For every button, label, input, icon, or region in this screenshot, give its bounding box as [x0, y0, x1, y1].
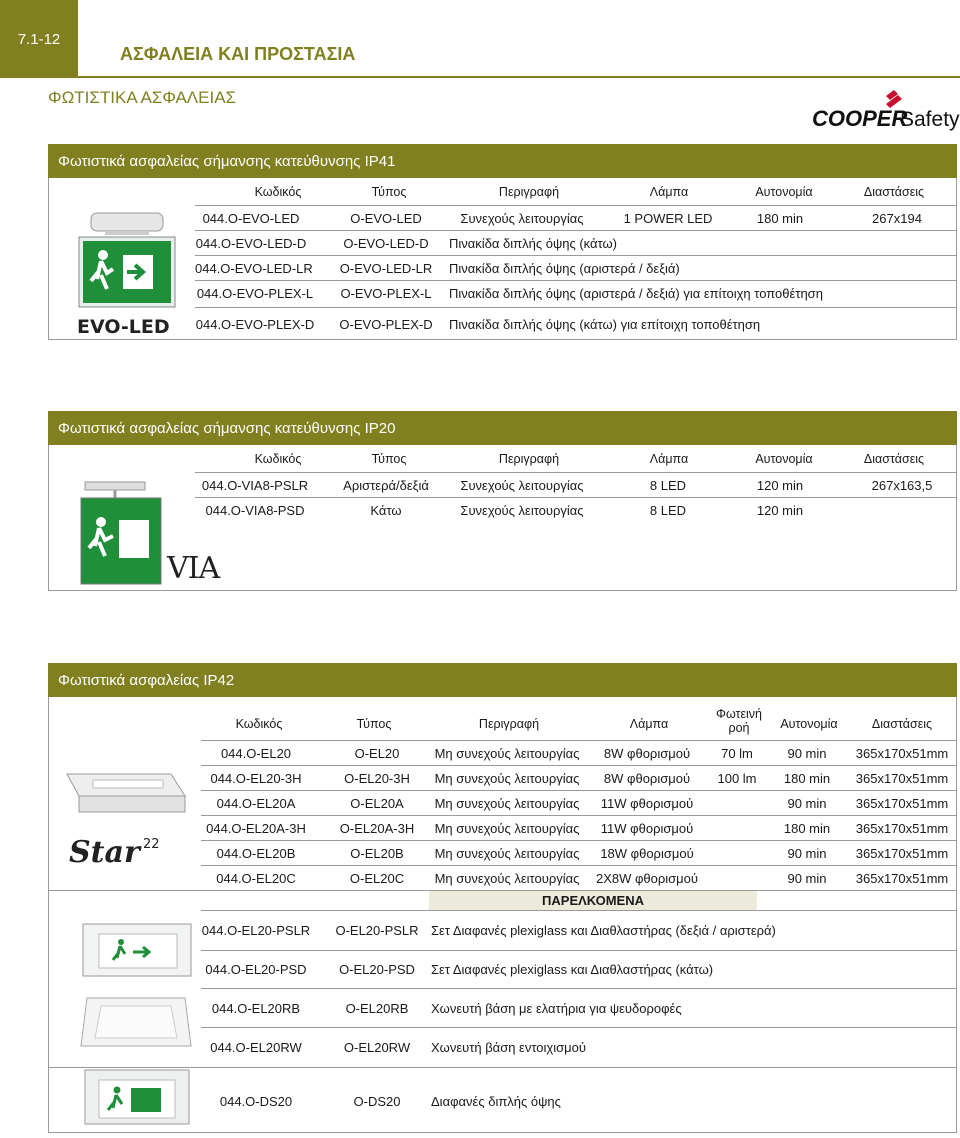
cell-desc: Πινακίδα διπλής όψης (κάτω) για επίτοιχη τοποθέτηση [449, 317, 761, 332]
col-code: Κωδικός [254, 185, 302, 199]
table-row [195, 255, 956, 280]
cell-type: O-EVO-PLEX-L [340, 286, 432, 301]
col-autonomy: Αυτονομία [755, 185, 813, 199]
cell-flux: 70 lm [721, 746, 753, 761]
product-block-ip20 [48, 411, 957, 591]
cell-desc: Συνεχούς λειτουργίας [460, 211, 584, 226]
table-row [201, 865, 956, 890]
cooper-safety-logo [812, 86, 960, 132]
col-code: Κωδικός [235, 717, 283, 731]
cell-desc: Μη συνεχούς λειτουργίας [434, 821, 580, 836]
cell-desc: Πινακίδα διπλής όψης (κάτω) [449, 236, 617, 251]
accessory-row [201, 1027, 956, 1067]
table-row [195, 307, 956, 340]
brand-name-light: Safety [900, 108, 960, 131]
star22-logo: Star [69, 835, 140, 870]
col-lamp: Λάμπα [629, 717, 669, 731]
col-autonomy: Αυτονομία [780, 717, 838, 731]
cell-type: O-EL20-3H [344, 771, 410, 786]
block-title: Φωτιστικά ασφαλείας IP42 [48, 663, 957, 697]
cell-code: 044.O-EL20B [216, 846, 296, 861]
cell-autonomy: 90 min [787, 796, 827, 811]
cell-dims: 365x170x51mm [855, 821, 949, 836]
cell-type: O-EVO-PLEX-D [339, 317, 433, 332]
cell-lamp: 8W φθορισμού [603, 746, 691, 761]
accessory-row [201, 910, 956, 950]
col-type: Τύπος [371, 185, 407, 199]
cell-type: O-EL20C [349, 871, 405, 886]
cell-code: 044.O-EL20 [220, 746, 292, 761]
cell-code: 044.O-EL20RW [210, 1040, 302, 1055]
cell-type: Αριστερά/δεξιά [343, 478, 429, 493]
table-row [201, 840, 956, 865]
cell-desc: Σετ Διαφανές plexiglass και Διαθλαστήρας (δεξιά / αριστερά) [431, 923, 776, 938]
subsection-title: ΦΩΤΙΣΤΙΚΑ ΑΣΦΑΛΕΙΑΣ [48, 88, 237, 107]
cell-lamp: 8 LED [649, 478, 687, 493]
cell-desc: Συνεχούς λειτουργίας [460, 478, 584, 493]
col-dims: Διαστάσεις [863, 185, 925, 199]
col-type: Τύπος [371, 452, 407, 466]
cell-desc: Μη συνεχούς λειτουργίας [434, 746, 580, 761]
cell-lamp: 18W φθορισμού [600, 846, 694, 861]
cell-code: 044.O-VIA8-PSD [205, 503, 305, 518]
col-desc: Περιγραφή [498, 185, 560, 199]
cell-type: O-EL20A [350, 796, 404, 811]
cell-autonomy: 90 min [787, 746, 827, 761]
cell-dims: 267x194 [872, 211, 922, 226]
cell-desc: Πινακίδα διπλής όψης (αριστερά / δεξιά) [449, 261, 680, 276]
table-row [195, 230, 956, 255]
cell-type: O-EL20 [354, 746, 400, 761]
cell-type: O-EL20RB [345, 1001, 409, 1016]
table-row [201, 815, 956, 840]
cell-code: 044.O-EL20A [216, 796, 296, 811]
accessory-row [201, 988, 956, 1027]
cell-dims: 365x170x51mm [855, 846, 949, 861]
cell-code: 044.O-EVO-LED [202, 211, 300, 226]
col-code: Κωδικός [254, 452, 302, 466]
cell-desc: Συνεχούς λειτουργίας [460, 503, 584, 518]
cell-code: 044.O-EVO-LED-LR [195, 261, 313, 276]
table-row [201, 790, 956, 815]
cell-code: 044.O-EL20-PSD [205, 962, 307, 977]
cell-code: 044.O-EVO-LED-D [195, 236, 307, 251]
cell-code: 044.O-EL20-3H [210, 771, 302, 786]
cell-lamp: 11W φθορισμού [600, 796, 694, 811]
cell-type: O-EVO-LED-LR [339, 261, 433, 276]
accessory-row [49, 1067, 956, 1133]
evo-led-product-image [71, 209, 183, 339]
col-flux: Φωτεινή ροή [715, 707, 763, 735]
table-row [195, 472, 956, 497]
cell-type: O-DS20 [353, 1094, 401, 1109]
star22-product-image [59, 766, 199, 876]
star22-logo-sup: 22 [143, 837, 160, 852]
cell-desc: Πινακίδα διπλής όψης (αριστερά / δεξιά) για επίτοιχη τοποθέτηση [449, 286, 823, 301]
cell-lamp: 8 LED [649, 503, 687, 518]
cell-dims: 365x170x51mm [855, 746, 949, 761]
cell-dims: 365x170x51mm [855, 871, 949, 886]
col-desc: Περιγραφή [498, 452, 560, 466]
col-dims: Διαστάσεις [871, 717, 933, 731]
page-number: 7.1-12 [0, 0, 78, 78]
col-lamp: Λάμπα [649, 452, 689, 466]
cell-dims: 365x170x51mm [855, 796, 949, 811]
section-title: ΑΣΦΑΛΕΙΑ ΚΑΙ ΠΡΟΣΤΑΣΙΑ [120, 44, 356, 64]
col-type: Τύπος [356, 717, 392, 731]
cell-code: 044.O-VIA8-PSLR [201, 478, 309, 493]
cell-desc: Μη συνεχούς λειτουργίας [434, 846, 580, 861]
cell-type: O-EL20A-3H [339, 821, 415, 836]
table-row [195, 205, 956, 230]
cell-autonomy: 120 min [756, 478, 804, 493]
cell-code: 044.O-EL20RB [211, 1001, 301, 1016]
cell-autonomy: 90 min [787, 846, 827, 861]
cell-code: 044.O-EL20-PSLR [201, 923, 311, 938]
cell-dims: 267x163,5 [871, 478, 933, 493]
block-title: Φωτιστικά ασφαλείας σήμανσης κατεύθυνσης IP41 [48, 144, 957, 178]
accessories-label: ΠΑΡΕΛΚΟΜΕΝΑ [429, 891, 757, 910]
cell-desc: Μη συνεχούς λειτουργίας [434, 871, 580, 886]
cell-desc: Σετ Διαφανές plexiglass και Διαθλαστήρας (κάτω) [431, 962, 714, 977]
accessory-row [201, 950, 956, 988]
cell-type: O-EVO-LED [350, 211, 422, 226]
cell-code: 044.O-EL20A-3H [206, 821, 306, 836]
table-row [201, 740, 956, 765]
cell-autonomy: 180 min [783, 771, 831, 786]
cell-type: O-EL20-PSD [339, 962, 415, 977]
cell-autonomy: 120 min [756, 503, 804, 518]
product-block-ip41 [48, 144, 957, 340]
accessories-header [49, 890, 956, 911]
table-row [195, 280, 956, 305]
cell-type: O-EVO-LED-D [343, 236, 429, 251]
cell-lamp: 2X8W φθορισμού [595, 871, 699, 886]
cell-autonomy: 90 min [787, 871, 827, 886]
via-product-image [71, 480, 220, 590]
cell-desc: Χωνευτή βάση εντοιχισμού [431, 1040, 586, 1055]
col-desc: Περιγραφή [478, 717, 540, 731]
cell-desc: Χωνευτή βάση με ελατήρια για ψευδοροφές [431, 1001, 682, 1016]
cell-type: Κάτω [370, 503, 402, 518]
cell-code: 044.O-EL20C [216, 871, 296, 886]
cell-desc: Διαφανές διπλής όψης [431, 1094, 561, 1109]
cell-desc: Μη συνεχούς λειτουργίας [434, 771, 580, 786]
table-row [201, 765, 956, 790]
cell-type: O-EL20B [350, 846, 404, 861]
cell-autonomy: 180 min [783, 821, 831, 836]
cell-desc: Μη συνεχούς λειτουργίας [434, 796, 580, 811]
cell-dims: 365x170x51mm [855, 771, 949, 786]
col-dims: Διαστάσεις [863, 452, 925, 466]
cell-type: O-EL20RW [343, 1040, 411, 1055]
brand-name-bold: COOPER [812, 106, 908, 131]
evo-led-logo: EVO-LED [77, 316, 170, 338]
pslr-accessory-image [77, 914, 197, 990]
cell-autonomy: 180 min [756, 211, 804, 226]
cell-type: O-EL20-PSLR [335, 923, 419, 938]
cell-code: 044.O-EVO-PLEX-L [196, 286, 314, 301]
cell-lamp: 8W φθορισμού [603, 771, 691, 786]
table-row [195, 497, 956, 522]
top-bar [78, 0, 960, 78]
product-block-ip42 [48, 663, 957, 1133]
col-autonomy: Αυτονομία [755, 452, 813, 466]
cell-lamp: 1 POWER LED [623, 211, 713, 226]
col-lamp: Λάμπα [649, 185, 689, 199]
cell-code: 044.O-EVO-PLEX-D [195, 317, 315, 332]
cell-lamp: 11W φθορισμού [600, 821, 694, 836]
cell-flux: 100 lm [717, 771, 757, 786]
via-logo: VIA [167, 551, 220, 586]
rb-accessory-image [77, 988, 197, 1064]
block-title: Φωτιστικά ασφαλείας σήμανσης κατεύθυνσης IP20 [48, 411, 957, 445]
cell-code: 044.O-DS20 [219, 1094, 293, 1109]
